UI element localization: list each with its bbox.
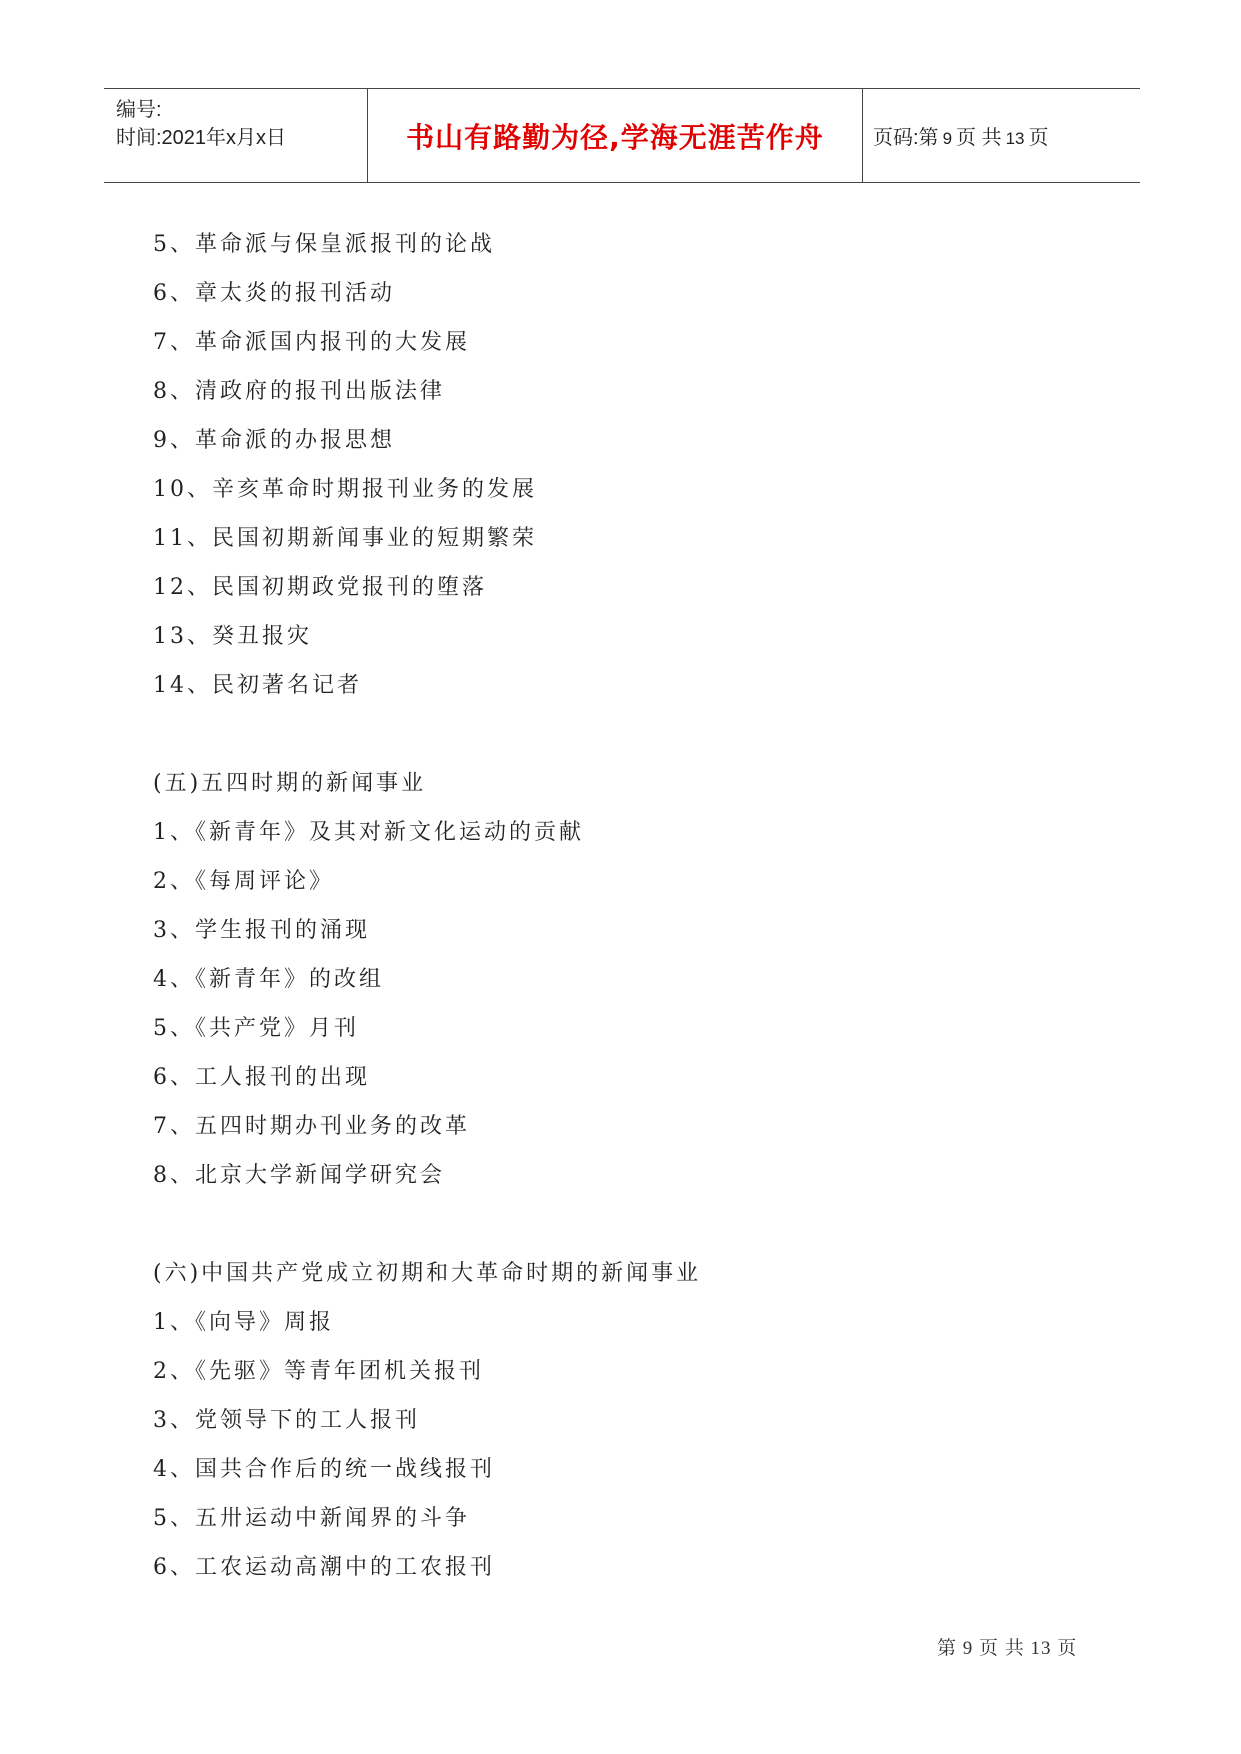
list-item: 13、癸丑报灾 [153, 624, 312, 649]
list-item: 6、工人报刊的出现 [153, 1065, 370, 1090]
list-item: 7、五四时期办刊业务的改革 [153, 1114, 470, 1139]
time-label: 时间:2021年x月x日 [116, 127, 287, 149]
list-item: 14、民初著名记者 [153, 673, 362, 698]
list-item: 11、民国初期新闻事业的短期繁荣 [153, 526, 537, 551]
list-item: 9、革命派的办报思想 [153, 428, 395, 453]
list-item: 6、工农运动高潮中的工农报刊 [153, 1555, 495, 1580]
list-item: 10、辛亥革命时期报刊业务的发展 [153, 477, 537, 502]
list-item: 6、章太炎的报刊活动 [153, 281, 395, 306]
section-heading: (五)五四时期的新闻事业 [153, 771, 427, 796]
header-motto-cell [368, 89, 863, 182]
page-code-suffix: 页 [1028, 127, 1049, 149]
document-body [153, 220, 1053, 1592]
header-page-cell [863, 89, 1140, 182]
list-item: 8、清政府的报刊出版法律 [153, 379, 445, 404]
page-footer: 第 9 页 共 13 页 [937, 1638, 1078, 1659]
page-code [873, 121, 1049, 150]
page-total: 13 [1005, 129, 1025, 148]
list-item: 5、五卅运动中新闻界的斗争 [153, 1506, 470, 1531]
list-item: 4、国共合作后的统一战线报刊 [153, 1457, 495, 1482]
list-item: 2、《先驱》等青年团机关报刊 [153, 1359, 484, 1384]
list-item: 3、党领导下的工人报刊 [153, 1408, 420, 1433]
page-code-mid: 页 共 [956, 127, 1002, 149]
page-current: 9 [942, 129, 953, 148]
list-item: 5、《共产党》月刊 [153, 1016, 359, 1041]
list-item: 5、革命派与保皇派报刊的论战 [153, 232, 495, 257]
list-item: 1、《新青年》及其对新文化运动的贡献 [153, 820, 584, 845]
list-item: 3、学生报刊的涌现 [153, 918, 370, 943]
page-code-prefix: 页码:第 [873, 127, 939, 149]
list-item: 7、革命派国内报刊的大发展 [153, 330, 470, 355]
page-header [104, 88, 1140, 183]
motto-text: 书山有路勤为径,学海无涯苦作舟 [406, 120, 824, 154]
list-item: 8、北京大学新闻学研究会 [153, 1163, 445, 1188]
blank-line [153, 710, 1053, 759]
number-label: 编号: [116, 99, 162, 121]
header-info-cell [104, 89, 368, 182]
section-heading: (六)中国共产党成立初期和大革命时期的新闻事业 [153, 1261, 702, 1286]
list-item: 12、民国初期政党报刊的堕落 [153, 575, 487, 600]
list-item: 2、《每周评论》 [153, 869, 334, 894]
blank-line [153, 1200, 1053, 1249]
list-item: 4、《新青年》的改组 [153, 967, 384, 992]
list-item: 1、《向导》周报 [153, 1310, 334, 1335]
